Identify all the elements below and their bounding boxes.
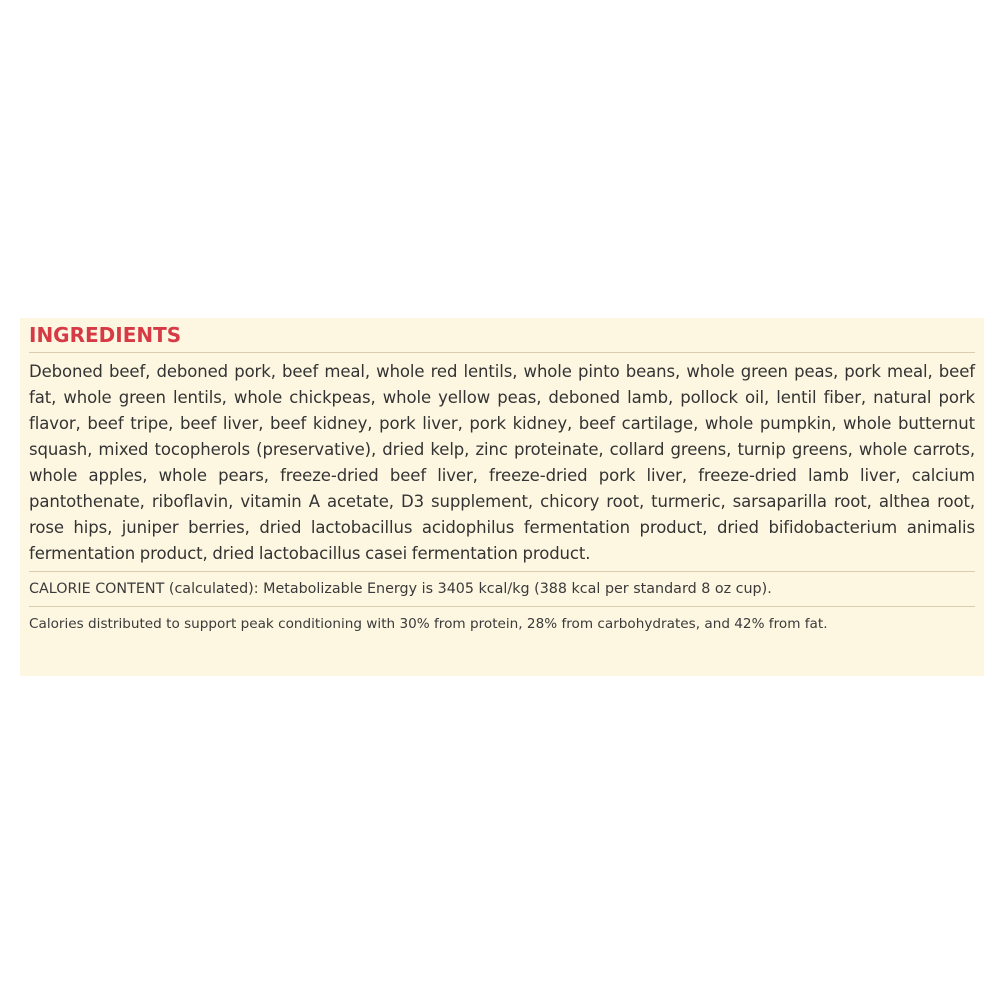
divider [29,352,975,353]
calorie-content: CALORIE CONTENT (calculated): Metabolizable Energy is 3405 kcal/kg (388 kcal per standard 8 oz cup). [29,581,772,597]
calorie-distribution: Calories distributed to support peak conditioning with 30% from protein, 28% from carbohydrates, and 42% from fat. [29,616,828,632]
ingredients-heading: INGREDIENTS [29,323,182,347]
divider [29,571,975,572]
ingredients-panel [20,318,984,676]
divider [29,606,975,607]
ingredients-list: Deboned beef, deboned pork, beef meal, whole red lentils, whole pinto beans, whole green peas, pork meal, beef fat, whole green lentils, whole chickpeas, whole yellow peas, deboned lamb, pollock oil, lentil fiber, natural pork flavor, beef tripe, beef liver, beef kidney, pork liver, pork kidney, beef cartilage, whole pumpkin, whole butternut squash, mixed tocopherols (preservative), dried kelp, zinc proteinate, collard greens, turnip greens, whole carrots, whole apples, whole pears, freeze-dried beef liver, freeze-dried pork liver, freeze-dried lamb liver, calcium pantothenate, riboflavin, vitamin A acetate, D3 supplement, chicory root, turmeric, sarsaparilla root, althea root, rose hips, juniper berries, dried lactobacillus acidophilus fermentation product, dried bifidobacterium animalis fermentation product, dried lactobacillus casei fermentation product. [29,362,975,563]
